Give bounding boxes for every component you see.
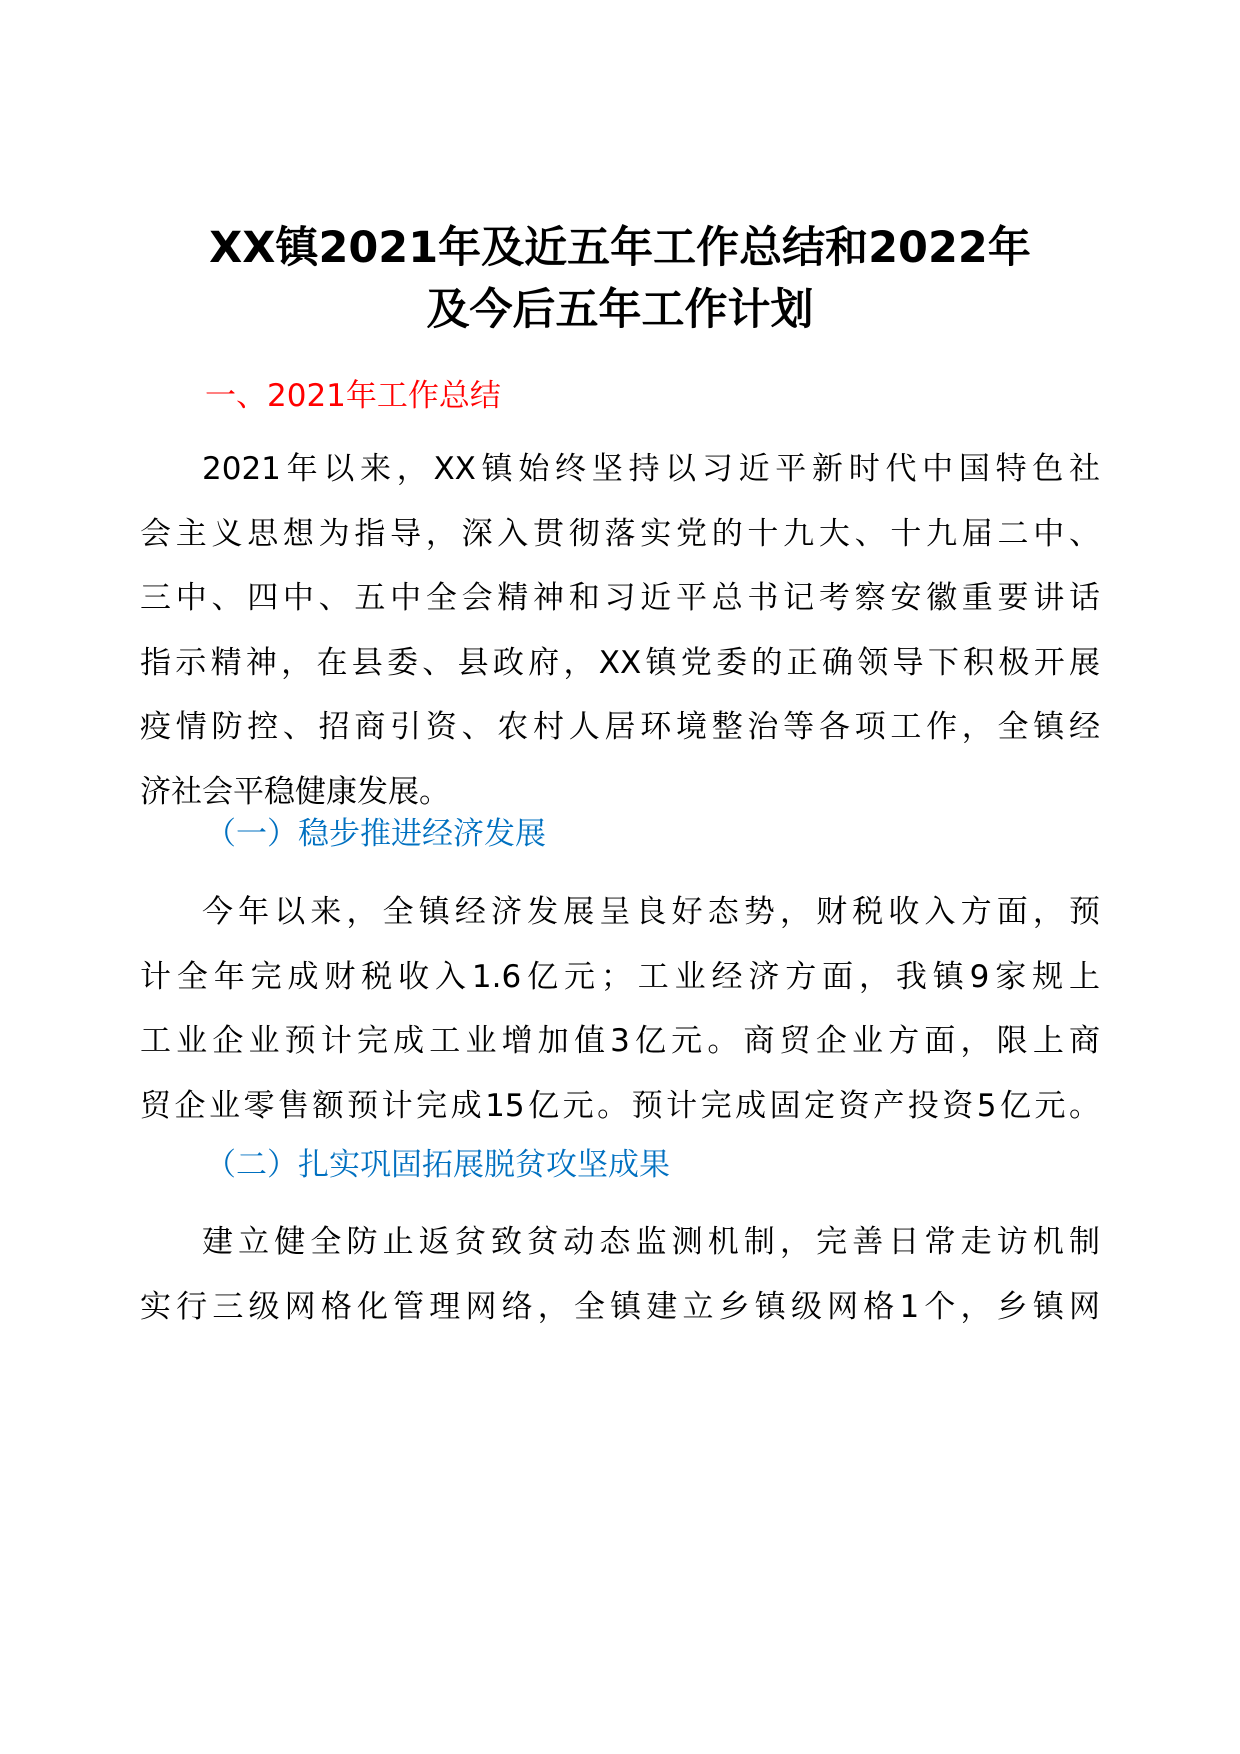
subsection-heading-1: （一）稳步推进经济发展 bbox=[205, 816, 546, 852]
intro-paragraph bbox=[140, 437, 1100, 824]
subsection-heading-2: （二）扎实巩固拓展脱贫攻坚成果 bbox=[205, 1147, 670, 1183]
document-title-line-1: XX镇2021年及近五年工作总结和2022年 bbox=[209, 223, 1031, 273]
poverty-paragraph bbox=[140, 1210, 1100, 1339]
paragraph-line: 会主义思想为指导，深入贯彻落实党的十九大、十九届二中、 bbox=[140, 515, 1100, 552]
paragraph-line: 计全年完成财税收入1.6亿元；工业经济方面，我镇9家规上 bbox=[140, 958, 1100, 995]
paragraph-line: 2021年以来，XX镇始终坚持以习近平新时代中国特色社 bbox=[202, 451, 1100, 487]
paragraph-line: 今年以来，全镇经济发展呈良好态势，财税收入方面，预 bbox=[202, 894, 1100, 930]
paragraph-line: 指示精神，在县委、县政府，XX镇党委的正确领导下积极开展 bbox=[140, 644, 1100, 681]
paragraph-line: 贸企业零售额预计完成15亿元。预计完成固定资产投资5亿元。 bbox=[140, 1087, 1100, 1124]
paragraph-line: 三中、四中、五中全会精神和习近平总书记考察安徽重要讲话 bbox=[140, 580, 1100, 616]
economy-paragraph bbox=[140, 880, 1100, 1138]
paragraph-line: 济社会平稳健康发展。 bbox=[140, 773, 450, 810]
section-heading: 一、2021年工作总结 bbox=[205, 378, 501, 414]
paragraph-line: 疫情防控、招商引资、农村人居环境整治等各项工作，全镇经 bbox=[140, 709, 1100, 745]
paragraph-line: 实行三级网格化管理网络，全镇建立乡镇级网格1个，乡镇网 bbox=[140, 1288, 1100, 1325]
paragraph-line: 工业企业预计完成工业增加值3亿元。商贸企业方面，限上商 bbox=[140, 1023, 1100, 1059]
paragraph-line: 建立健全防止返贫致贫动态监测机制，完善日常走访机制 bbox=[202, 1224, 1100, 1260]
document-title-line-2: 及今后五年工作计划 bbox=[426, 285, 814, 335]
